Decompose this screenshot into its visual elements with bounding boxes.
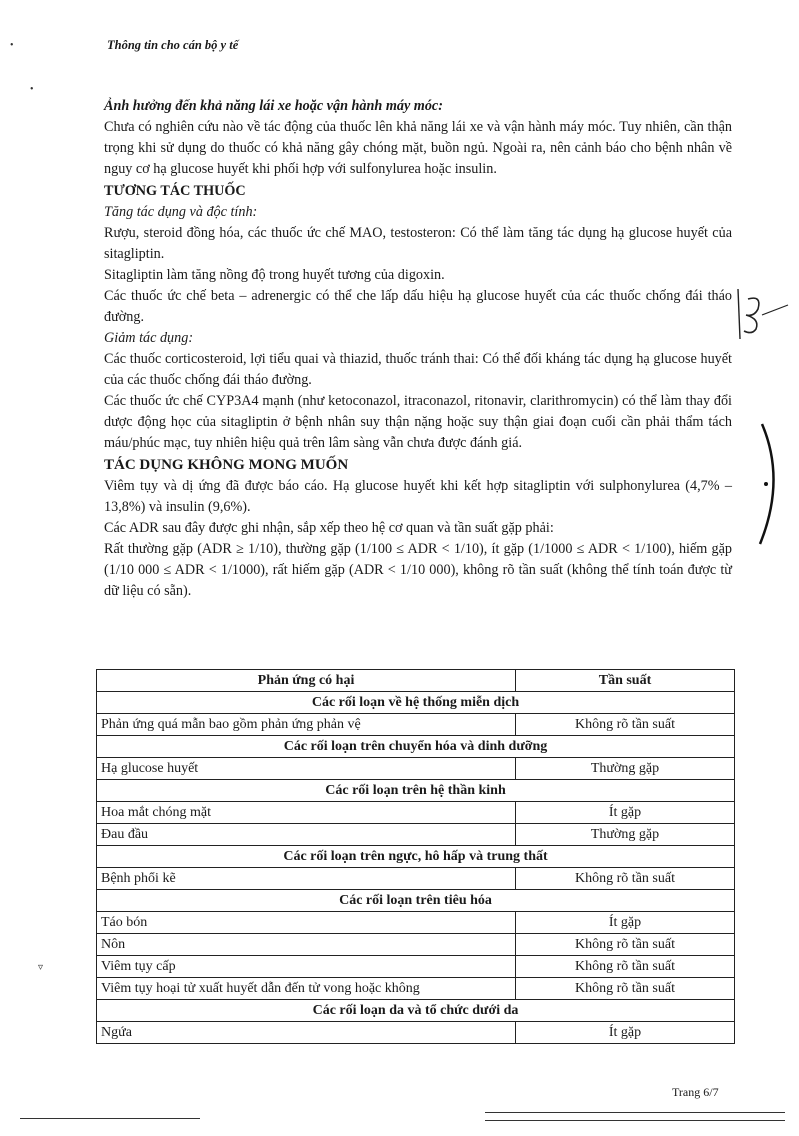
- decrease-title: Giảm tác dụng:: [104, 330, 194, 346]
- reaction-cell: Viêm tụy cấp: [97, 956, 516, 978]
- driving-text: Chưa có nghiên cứu nào về tác động của thuốc lên khả năng lái xe và vận hành máy móc. Tuy nhiên, cần thận trọng khi sử dụng do thuốc có khả năng gây chóng mặt, buồn ngủ. Ngoài ra, nên cảnh báo cho bệnh nhân về nguy cơ hạ glucose huyết khi phối hợp với sulfonylurea hoặc insulin.: [104, 119, 732, 177]
- table-row: [97, 978, 735, 1000]
- increase-title: Tăng tác dụng và độc tính:: [104, 204, 258, 220]
- reaction-cell: Hạ glucose huyết: [97, 758, 516, 780]
- increase-item: Sitagliptin làm tăng nồng độ trong huyết tương của digoxin.: [104, 267, 445, 283]
- group-row: [97, 846, 735, 868]
- group-title: Các rối loạn trên hệ thần kinh: [97, 780, 735, 802]
- reaction-cell: Viêm tụy hoại tử xuất huyết dẫn đến tử vong hoặc không: [97, 978, 516, 1000]
- group-title: Các rối loạn về hệ thống miễn dịch: [97, 692, 735, 714]
- increase-item: Các thuốc ức chế beta – adrenergic có thể che lấp dấu hiệu hạ glucose huyết của các thuốc chống đái tháo đường.: [104, 288, 732, 325]
- increase-item: Rượu, steroid đồng hóa, các thuốc ức chế MAO, testosteron: Có thể làm tăng tác dụng hạ glucose huyết của sitagliptin.: [104, 225, 732, 262]
- footer-rule: [485, 1112, 785, 1113]
- group-row: [97, 780, 735, 802]
- frequency-cell: Không rõ tần suất: [516, 978, 735, 1000]
- adverse-title: TÁC DỤNG KHÔNG MONG MUỐN: [104, 457, 349, 473]
- table-row: [97, 912, 735, 934]
- group-title: Các rối loạn trên ngực, hô hấp và trung thất: [97, 846, 735, 868]
- reaction-cell: Hoa mắt chóng mặt: [97, 802, 516, 824]
- scan-mark: •: [10, 40, 14, 51]
- footer-rule: [485, 1120, 785, 1121]
- reaction-cell: Phản ứng quá mẫn bao gồm phản ứng phản vệ: [97, 714, 516, 736]
- adverse-reactions-table: [96, 669, 735, 1044]
- group-title: Các rối loạn da và tổ chức dưới da: [97, 1000, 735, 1022]
- frequency-cell: Thường gặp: [516, 824, 735, 846]
- table-row: [97, 758, 735, 780]
- frequency-cell: Ít gặp: [516, 1022, 735, 1044]
- group-row: [97, 736, 735, 758]
- table-row: [97, 934, 735, 956]
- table-row: [97, 1022, 735, 1044]
- handwritten-bracket: [752, 420, 792, 550]
- driving-title: Ảnh hưởng đến khả năng lái xe hoặc vận hành máy móc:: [104, 98, 443, 114]
- group-row: [97, 1000, 735, 1022]
- header-note: Thông tin cho cán bộ y tế: [107, 38, 239, 52]
- reaction-cell: Ngứa: [97, 1022, 516, 1044]
- table-header-row: [97, 670, 735, 692]
- scan-mark: •: [30, 84, 34, 95]
- table-row: [97, 802, 735, 824]
- reaction-cell: Nôn: [97, 934, 516, 956]
- group-row: [97, 692, 735, 714]
- table-row: [97, 824, 735, 846]
- document-body: [104, 96, 732, 602]
- table-row: [97, 714, 735, 736]
- decrease-item: Các thuốc corticosteroid, lợi tiểu quai và thiazid, thuốc tránh thai: Có thể đối kháng tác dụng hạ glucose huyết của các thuốc chống đái tháo đường.: [104, 351, 732, 388]
- interactions-title: TƯƠNG TÁC THUỐC: [104, 183, 246, 199]
- group-row: [97, 890, 735, 912]
- frequency-cell: Thường gặp: [516, 758, 735, 780]
- frequency-cell: Không rõ tần suất: [516, 956, 735, 978]
- reaction-cell: Bệnh phổi kẽ: [97, 868, 516, 890]
- reaction-cell: Táo bón: [97, 912, 516, 934]
- frequency-cell: Không rõ tần suất: [516, 714, 735, 736]
- frequency-cell: Không rõ tần suất: [516, 868, 735, 890]
- page-number: Trang 6/7: [672, 1085, 719, 1099]
- scan-mark: ▿: [38, 962, 44, 973]
- table-row: [97, 868, 735, 890]
- frequency-cell: Ít gặp: [516, 912, 735, 934]
- table-row: [97, 956, 735, 978]
- reaction-cell: Đau đầu: [97, 824, 516, 846]
- adverse-paragraph: Các ADR sau đây được ghi nhận, sắp xếp theo hệ cơ quan và tần suất gặp phải:: [104, 520, 554, 536]
- group-title: Các rối loạn trên chuyển hóa và dinh dưỡng: [97, 736, 735, 758]
- header-reaction: Phản ứng có hại: [97, 670, 516, 692]
- handwritten-mark: [732, 285, 792, 345]
- frequency-cell: Ít gặp: [516, 802, 735, 824]
- group-title: Các rối loạn trên tiêu hóa: [97, 890, 735, 912]
- frequency-cell: Không rõ tần suất: [516, 934, 735, 956]
- header-frequency: Tần suất: [516, 670, 735, 692]
- adverse-paragraph: Rất thường gặp (ADR ≥ 1/10), thường gặp (1/100 ≤ ADR < 1/10), ít gặp (1/1000 ≤ ADR < 1/100), hiếm gặp (1/10 000 ≤ ADR < 1/1000), rất hiếm gặp (ADR < 1/10 000), không rõ tần suất (không thể tính toán được từ dữ liệu có sẵn).: [104, 541, 732, 599]
- adverse-paragraph: Viêm tụy và dị ứng đã được báo cáo. Hạ glucose huyết khi kết hợp sitagliptin với sulphonylurea (4,7% – 13,8%) và insulin (9,6%).: [104, 478, 732, 515]
- footer-rule: [20, 1118, 200, 1119]
- decrease-item: Các thuốc ức chế CYP3A4 mạnh (như ketoconazol, itraconazol, ritonavir, clarithromycin) có thể làm thay đổi dược động học của sitagliptin ở bệnh nhân suy thận nặng hoặc suy thận giai đoạn cuối cần phải thẩm tách máu/phúc mạc, tuy nhiên hiệu quả trên lâm sàng vẫn chưa được đánh giá.: [104, 393, 732, 451]
